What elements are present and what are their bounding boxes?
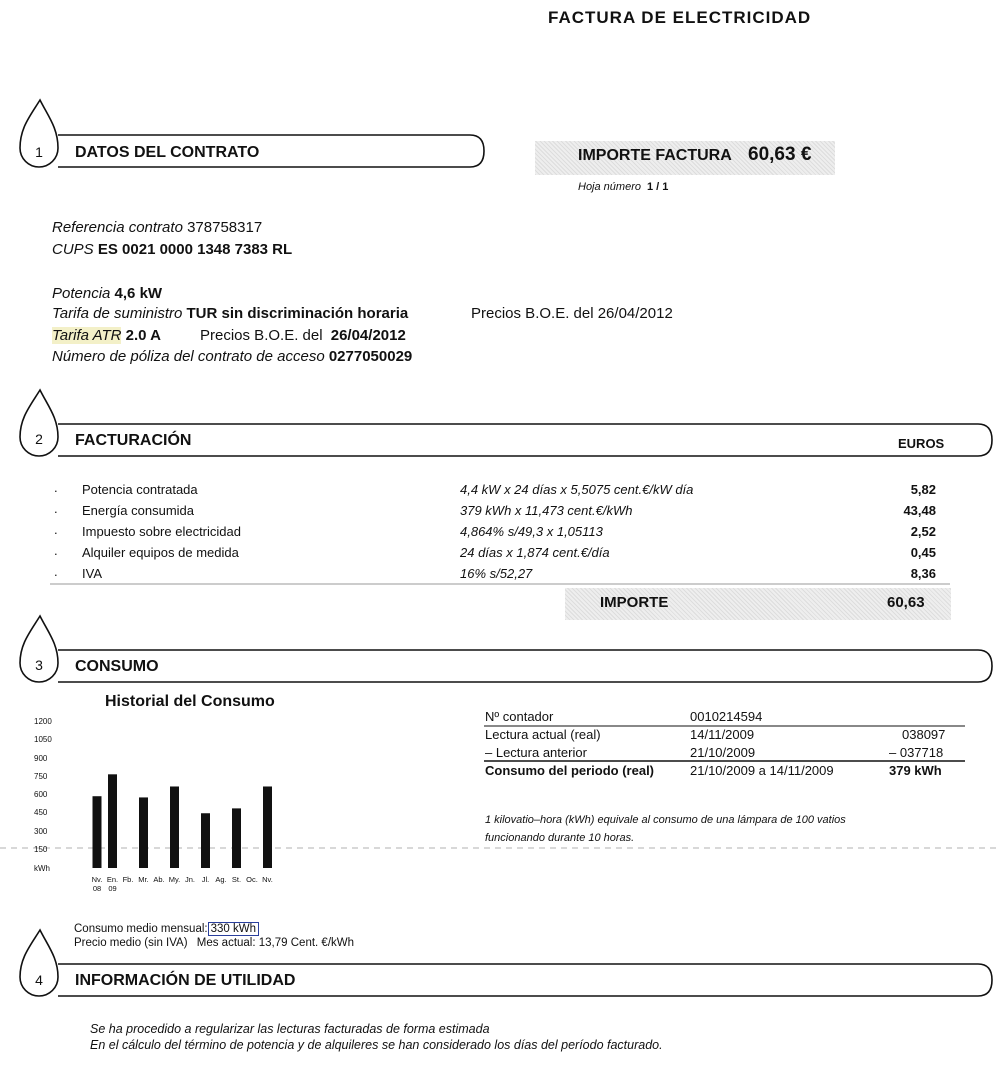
billing-row: . Alquiler equipos de medida 24 días x 1,874 cent.€/día 0,45 (54, 543, 936, 560)
chart-y-tick: 750 (34, 771, 48, 781)
chart-y-tick: 300 (34, 826, 48, 836)
section-number-2: 2 (35, 431, 43, 447)
section-number-4: 4 (35, 972, 43, 988)
billing-row: . IVA 16% s/52,27 8,36 (54, 564, 936, 581)
chart-x-tick: My. (168, 875, 181, 884)
hoja-numero: Hoja número 1 / 1 (578, 181, 669, 193)
chart-x-tick: Mr. (138, 875, 149, 884)
chart-y-tick: 900 (34, 753, 48, 763)
section-title-informacion: INFORMACIÓN DE UTILIDAD (75, 972, 296, 989)
tarifa-precios: Precios B.O.E. del 26/04/2012 (471, 305, 673, 322)
importe-total-value: 60,63 (887, 594, 925, 611)
document-title: FACTURA DE ELECTRICIDAD (548, 8, 812, 27)
section-number-3: 3 (35, 657, 43, 673)
chart-y-tick: 600 (34, 790, 48, 799)
chart-x-tick: Ag. (215, 875, 227, 884)
section-number-1: 1 (35, 144, 43, 160)
contador-label: Nº contador (485, 709, 554, 724)
tarifa-atr: Tarifa ATR 2.0 A (52, 327, 161, 344)
lectura-anterior-date: 21/10/2009 (690, 745, 756, 760)
atr-precios: Precios B.O.E. del 26/04/2012 (200, 327, 406, 344)
cups: CUPS ES 0021 0000 1348 7383 RL (52, 241, 293, 258)
precio-medio: Precio medio (sin IVA) Mes actual: 13,79 Cent. €/kWh (74, 937, 355, 949)
chart-x-tick: Fb. (122, 875, 134, 884)
contador-value: 0010214594 (690, 709, 763, 724)
chart-x-tick: Nv. (262, 875, 273, 884)
consumo-medio: Consumo medio mensual: 330 kWh (74, 923, 259, 935)
billing-row: . Impuesto sobre electricidad 4,864% s/49,3 x 1,05113 2,52 (54, 522, 936, 539)
chart-bar (139, 797, 148, 868)
billing-row: . Potencia contratada 4,4 kW x 24 días x 5,5075 cent.€/kW día 5,82 (54, 480, 936, 497)
chart-y-tick: 150 (34, 844, 48, 854)
lectura-anterior-label: – Lectura anterior (485, 745, 587, 760)
potencia: Potencia 4,6 kW (52, 285, 163, 302)
section-title-consumo: CONSUMO (75, 658, 159, 675)
chart-x-tick: Jl. (201, 875, 210, 884)
chart-x-tick: Ab. (153, 875, 165, 884)
consumo-medio-value: 330 kWh (208, 922, 259, 936)
importe-factura-label: IMPORTE FACTURA (578, 147, 732, 164)
billing-row: . Energía consumida 379 kWh x 11,473 cent.€/kWh 43,48 (54, 501, 936, 518)
importe-total-label: IMPORTE (600, 594, 669, 611)
section-title-facturacion: FACTURACIÓN (75, 432, 192, 449)
chart-bar (232, 808, 241, 868)
chart-y-unit: kWh (34, 864, 50, 873)
consumo-periodo-dates: 21/10/2009 a 14/11/2009 (690, 763, 834, 778)
lectura-anterior-value: – 037718 (889, 745, 944, 760)
consumo-periodo-value: 379 kWh (889, 763, 942, 778)
referencia-contrato: Referencia contrato 378758317 (52, 219, 263, 236)
chart-bar (93, 796, 102, 868)
chart-x-tick: En. 09 (106, 875, 119, 893)
section-title-contrato: DATOS DEL CONTRATO (75, 144, 260, 161)
chart-bar (201, 813, 210, 868)
chart-bar (263, 786, 272, 868)
kwh-note: 1 kilovatio–hora (kWh) equivale al consumo de una lámpara de 100 vatios funcionando durante 10 horas. (485, 814, 846, 844)
consumption-chart (0, 0, 320, 900)
chart-x-tick: Nv. 08 (91, 875, 103, 893)
importe-factura-value: 60,63 € (748, 144, 812, 165)
chart-x-tick: Oc. (246, 875, 258, 884)
chart-y-tick: 1050 (34, 735, 52, 745)
chart-title: Historial del Consumo (105, 693, 275, 710)
informacion-text: Se ha procedido a regularizar las lecturas facturadas de forma estimada En el cálculo del término de potencia y de alquileres se han considerado los días del período facturado. (90, 1022, 663, 1052)
chart-x-tick: Jn. (184, 875, 195, 884)
consumo-periodo-label: Consumo del periodo (real) (485, 763, 655, 778)
tarifa-suministro: Tarifa de suministro TUR sin discriminación horaria (52, 305, 409, 322)
chart-bar (108, 774, 117, 868)
chart-bar (170, 786, 179, 868)
chart-y-tick: 1200 (34, 717, 52, 726)
lectura-actual-date: 14/11/2009 (690, 727, 755, 742)
euros-column-header: EUROS (898, 436, 945, 451)
chart-x-tick: St. (231, 875, 242, 884)
lectura-actual-label: Lectura actual (real) (485, 727, 601, 742)
lectura-actual-value: 038097 (902, 727, 946, 742)
chart-y-tick: 450 (34, 808, 48, 818)
numero-poliza: Número de póliza del contrato de acceso 0277050029 (52, 348, 413, 365)
